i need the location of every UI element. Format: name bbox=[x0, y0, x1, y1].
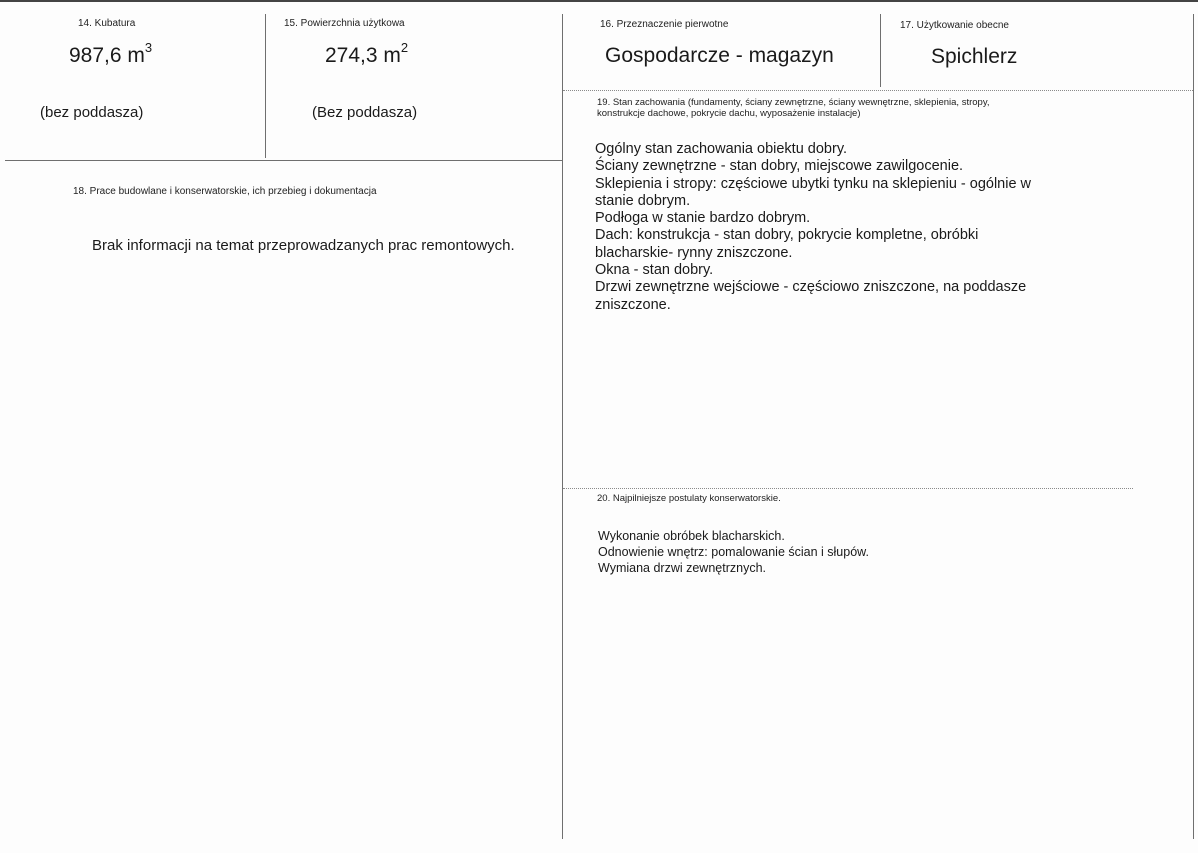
kubatura-label: 14. Kubatura bbox=[78, 18, 136, 29]
prace-text: Brak informacji na temat przeprowadzanych prac remontowych. bbox=[92, 237, 515, 254]
divider-left-inner bbox=[265, 14, 266, 158]
powierzchnia-note: (Bez poddasza) bbox=[312, 104, 418, 121]
divider-left-horizontal bbox=[5, 160, 562, 161]
prace-label: 18. Prace budowlane i konserwatorskie, ich przebieg i dokumentacja bbox=[73, 186, 377, 197]
postulaty-label: 20. Najpilniejsze postulaty konserwatorskie. bbox=[597, 493, 781, 504]
kubatura-note: (bez poddasza) bbox=[40, 104, 144, 121]
powierzchnia-label: 15. Powierzchnia użytkowa bbox=[284, 18, 405, 29]
stan-line: Ogólny stan zachowania obiektu dobry. bbox=[595, 141, 848, 157]
postulaty-line: Wykonanie obróbek blacharskich. bbox=[598, 529, 785, 543]
uzytkowanie-value: Spichlerz bbox=[931, 45, 1018, 68]
kubatura-number: 987,6 m bbox=[69, 44, 145, 67]
stan-line: zniszczone. bbox=[595, 296, 671, 313]
postulaty-line: Wymiana drzwi zewnętrznych. bbox=[598, 561, 766, 575]
powierzchnia-number: 274,3 m bbox=[325, 44, 401, 67]
top-border bbox=[0, 0, 1198, 2]
stan-line: Sklepienia i stropy: częściowe ubytki tynku na sklepieniu - ogólnie w bbox=[595, 175, 1032, 192]
divider-right-horizontal-20 bbox=[563, 488, 1133, 489]
postulaty-text bbox=[598, 528, 869, 576]
postulaty-line: Odnowienie wnętrz: pomalowanie ścian i słupów. bbox=[598, 545, 869, 559]
stan-text bbox=[595, 141, 1031, 314]
stan-line: Okna - stan dobry. bbox=[595, 262, 714, 279]
stan-line: Drzwi zewnętrzne wejściowe - częściowo zniszczone, na poddasze bbox=[595, 279, 1027, 296]
divider-center bbox=[562, 14, 563, 839]
powierzchnia-exponent: 2 bbox=[400, 40, 409, 55]
stan-label-line: konstrukcje dachowe, pokrycie dachu, wyposażenie instalacje) bbox=[597, 108, 861, 119]
stan-label-line: 19. Stan zachowania (fundamenty, ściany zewnętrzne, ściany wewnętrzne, sklepienia, stropy, bbox=[597, 97, 990, 108]
stan-line: Ściany zewnętrzne - stan dobry, miejscowe zawilgocenie. bbox=[595, 158, 964, 175]
divider-right-inner bbox=[880, 14, 881, 87]
stan-line: Dach: konstrukcja - stan dobry, pokrycie kompletne, obróbki bbox=[595, 227, 979, 244]
right-border bbox=[1193, 14, 1194, 839]
przeznaczenie-label: 16. Przeznaczenie pierwotne bbox=[600, 19, 729, 30]
stan-line: blacharskie- rynny zniszczone. bbox=[595, 244, 793, 261]
uzytkowanie-label: 17. Użytkowanie obecne bbox=[900, 20, 1009, 31]
kubatura-exponent: 3 bbox=[144, 40, 153, 55]
stan-label bbox=[597, 97, 990, 119]
stan-line: Podłoga w stanie bardzo dobrym. bbox=[595, 210, 811, 227]
stan-line: stanie dobrym. bbox=[595, 192, 691, 209]
kubatura-value bbox=[69, 40, 153, 68]
powierzchnia-value bbox=[325, 40, 409, 68]
divider-right-horizontal-19 bbox=[563, 90, 1193, 91]
przeznaczenie-value: Gospodarcze - magazyn bbox=[605, 44, 834, 67]
